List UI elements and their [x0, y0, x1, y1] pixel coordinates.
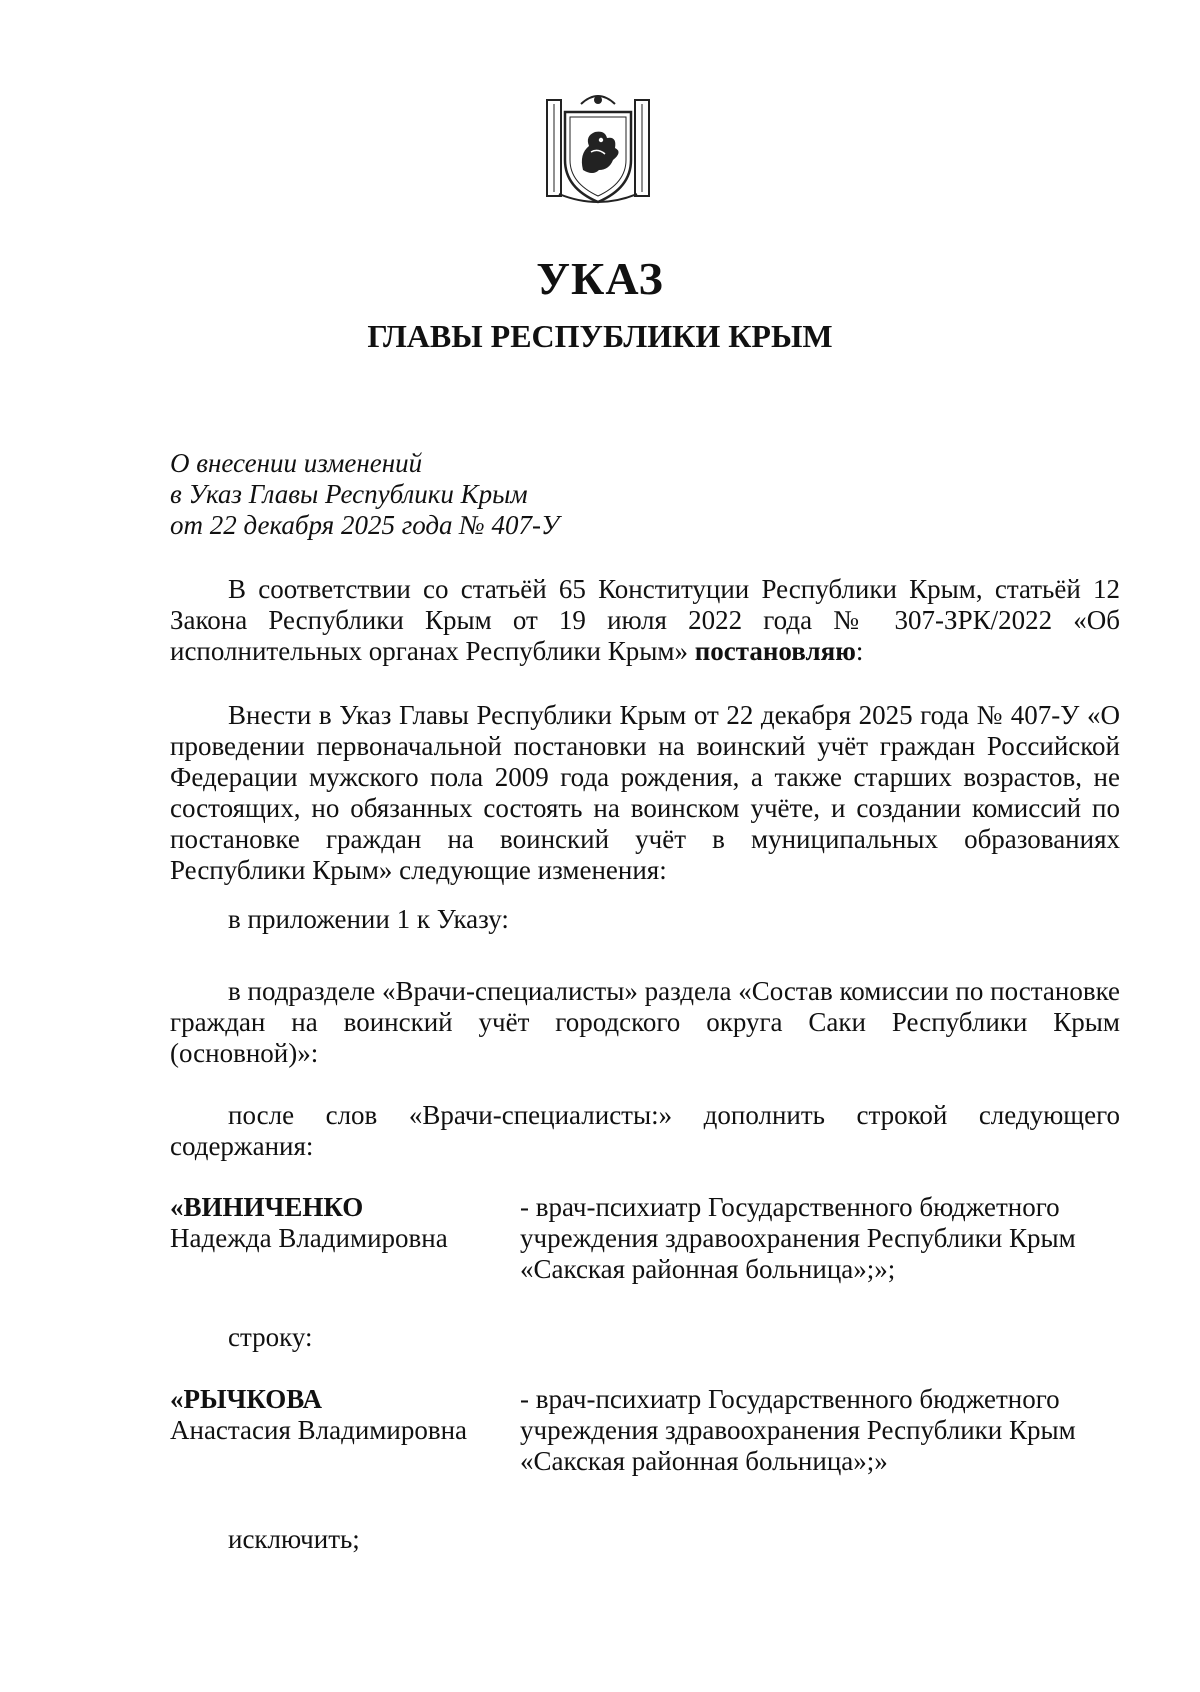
document-subtitle: ГЛАВЫ РЕСПУБЛИКИ КРЫМ: [367, 318, 833, 354]
document-subject: [170, 448, 559, 541]
subject-line: от 22 декабря 2025 года № 407-У: [170, 510, 560, 540]
added-entry: [170, 1192, 1120, 1285]
person-role: - врач-психиатр Государственного бюджетного учреждения здравоохранения Республики Крым «Сакская районная больница»;»: [520, 1384, 1076, 1476]
document-title: УКАЗ: [536, 253, 664, 304]
preamble-end: :: [855, 636, 864, 666]
preamble-paragraph: [170, 574, 1120, 667]
addition-paragraph: после слов «Врачи-специалисты:» дополнить строкой следующего содержания:: [170, 1100, 1120, 1161]
main-amendment-paragraph: Внести в Указ Главы Республики Крым от 22 декабря 2025 года № 407-У «О проведении первоначальной постановки на воинский учёт граждан Российской Федерации мужского пола 2009 года рождения, а также старших возрастов, не состоящих, но обязанных состоять на воинском учёте, и создании комиссий по постановке граждан на воинский учёт в муниципальных образованиях Республики Крым» следующие изменения:: [170, 700, 1120, 885]
person-given-names: Надежда Владимировна: [170, 1223, 448, 1253]
person-name: [170, 1384, 520, 1477]
crimea-coat-of-arms-icon: [543, 90, 653, 208]
decree-keyword: постановляю: [694, 636, 856, 666]
subsection-paragraph: в подразделе «Врачи-специалисты» раздела «Состав комиссии по постановке граждан на воинский учёт городского округа Саки Республики Крым (основной)»:: [170, 976, 1120, 1068]
subject-line: в Указ Главы Республики Крым: [170, 479, 528, 509]
person-name: [170, 1192, 520, 1285]
person-surname: «РЫЧКОВА: [170, 1384, 323, 1414]
person-role: - врач-психиатр Государственного бюджетного учреждения здравоохранения Республики Крым «Сакская районная больница»;»;: [520, 1192, 1076, 1284]
line-paragraph: строку:: [228, 1322, 313, 1352]
exclude-paragraph: исключить;: [228, 1524, 360, 1554]
subject-line: О внесении изменений: [170, 448, 423, 478]
removed-entry: [170, 1384, 1120, 1477]
preamble-text: В соответствии со статьёй 65 Конституции Республики Крым, статьёй 12 Закона Республики Крым от 19 июля 2022 года № 307-ЗРК/2022 «Об исполнительных органах Республики Крым»: [170, 574, 1120, 666]
person-surname: «ВИНИЧЕНКО: [170, 1192, 364, 1222]
person-given-names: Анастасия Владимировна: [170, 1415, 467, 1445]
appendix-paragraph: в приложении 1 к Указу:: [228, 904, 509, 934]
